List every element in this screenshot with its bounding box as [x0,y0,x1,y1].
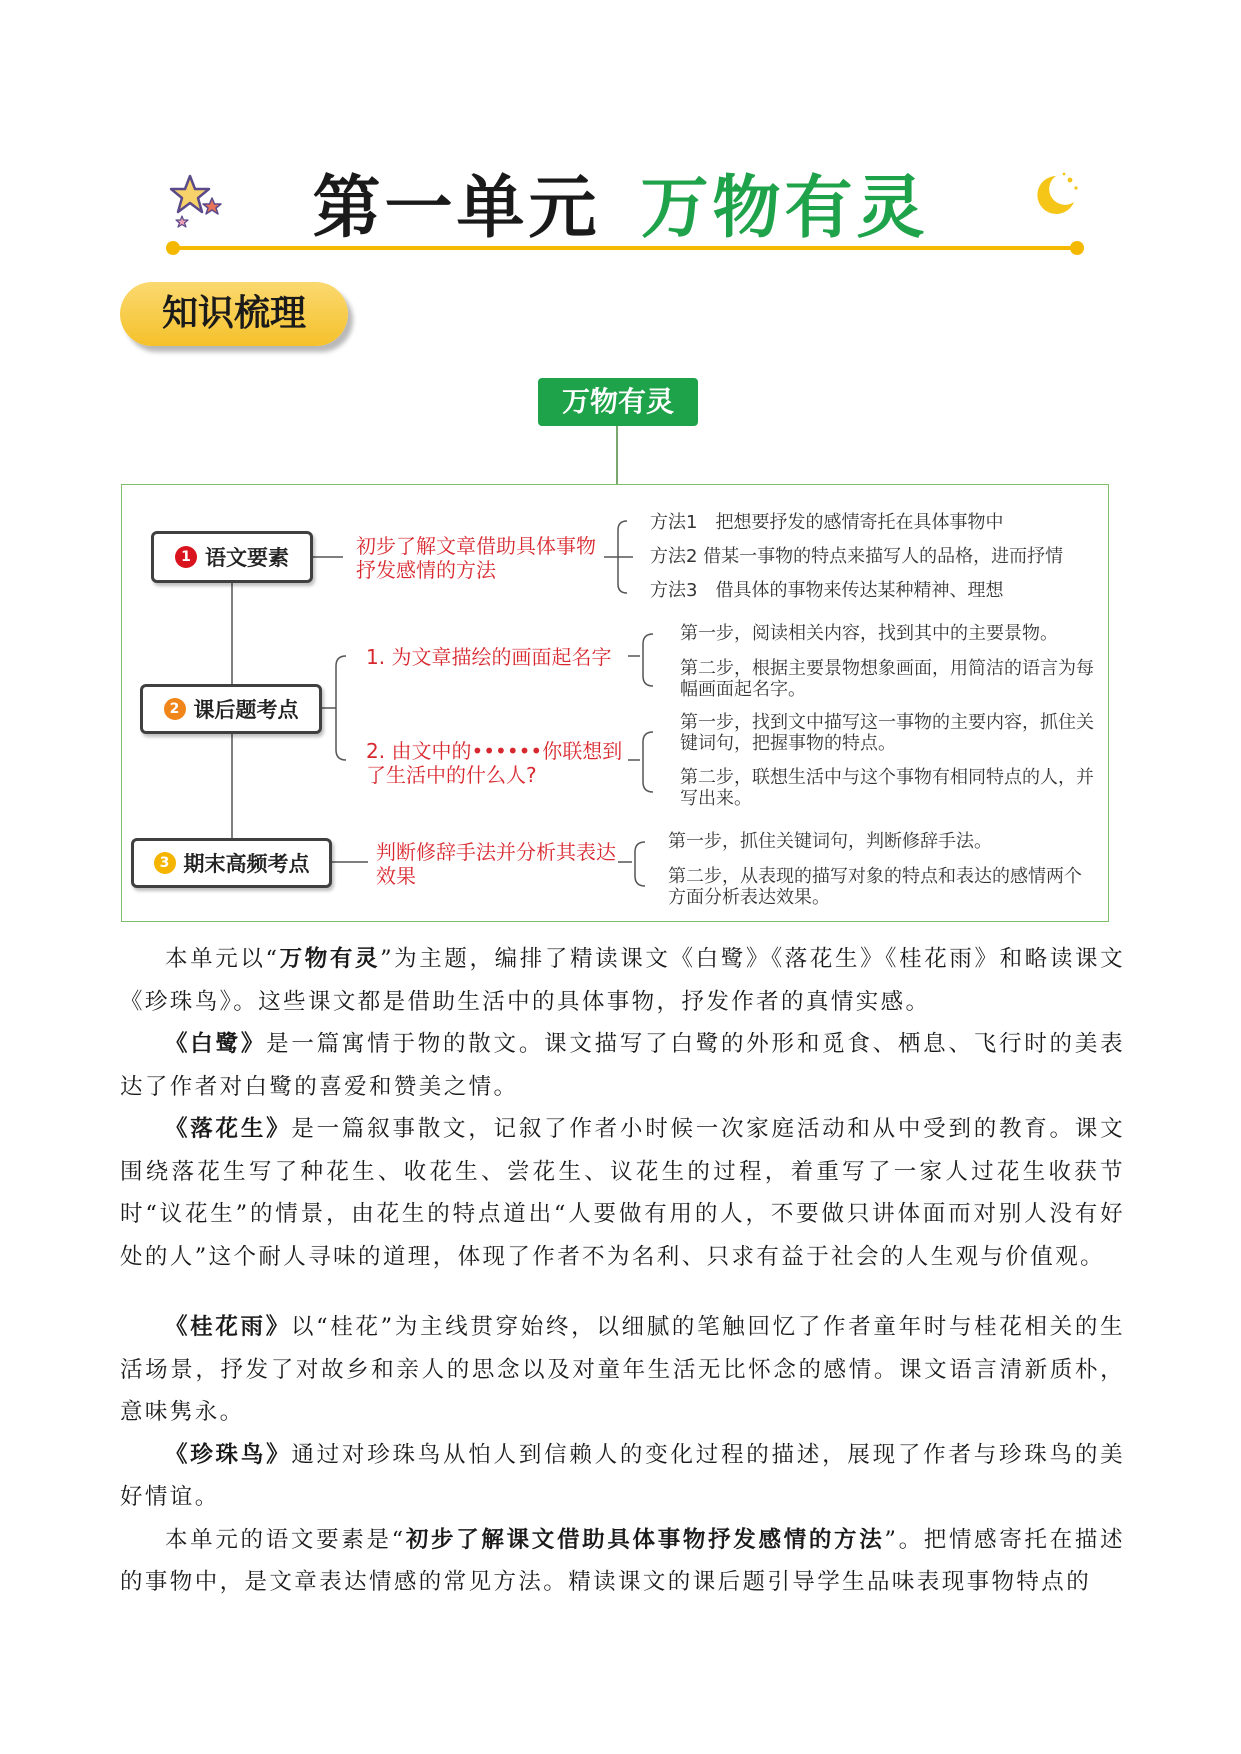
node-number: 1 [175,546,197,568]
mindmap-leaf: 第二步，从表现的描写对象的特点和表达的感情两个方面分析表达效果。 [668,866,1082,908]
node-number: 2 [164,698,186,720]
mindmap-leaf: 方法3 借具体的事物来传达某种精神、理想 [650,580,1004,601]
mindmap-leaf: 第一步，阅读相关内容，找到其中的主要景物。 [680,623,1058,644]
paragraph-intro: 本单元以“万物有灵”为主题，编排了精读课文《白鹭》《落花生》《桂花雨》和略读课文《珍珠鸟》。这些课文都是借助生活中的具体事物，抒发作者的真情实感。 [120,946,1125,1015]
mindmap-leaf: 方法2 借某一事物的特点来描写人的品格，进而抒情 [650,546,1064,567]
node-label: 期末高频考点 [183,852,310,876]
mindmap-topic: 判断修辞手法并分析其表达效果 [376,840,616,888]
title-theme: 万物有灵 [640,168,929,248]
paragraph-bailu: 《白鹭》是一篇寓情于物的散文。课文描写了白鹭的外形和觅食、栖息、飞行时的美表达了作者对白鹭的喜爱和赞美之情。 [120,1031,1125,1100]
paragraph-language-element: 本单元的语文要素是“初步了解课文借助具体事物抒发感情的方法”。把情感寄托在描述的事物中，是文章表达情感的常见方法。精读课文的课后题引导学生品味表现事物特点的 [120,1526,1125,1595]
mindmap-leaf: 第二步，根据主要景物想象画面，用简洁的语言为每幅画面起名字。 [680,658,1094,700]
mindmap-subtopic: 2. 由文中的••••••你联想到了生活中的什么人? [366,739,623,787]
moon-icon [1030,170,1080,220]
mindmap-leaf: 第一步，找到文中描写这一事物的主要内容，抓住关键词句，把握事物的特点。 [680,712,1094,754]
node-label: 语文要素 [205,546,289,570]
mindmap-leaf: 方法1 把想要抒发的感情寄托在具体事物中 [650,512,1004,533]
mindmap-node-final-exam-points [131,838,332,888]
mindmap-leaf: 第一步，抓住关键词句，判断修辞手法。 [668,831,992,852]
title-underline [165,240,1085,256]
mindmap-leaf: 第二步，联想生活中与这个事物有相同特点的人，并写出来。 [680,767,1094,809]
mindmap-node-language-elements [151,531,313,583]
section-badge: 知识梳理 [120,282,348,346]
node-number: 3 [154,852,176,874]
mindmap-subtopic: 1. 为文章描绘的画面起名字 [366,645,612,669]
title-unit: 第一单元 [312,168,601,248]
mindmap-topic: 初步了解文章借助具体事物抒发感情的方法 [356,534,596,582]
paragraph-zhenzhuniao: 《珍珠鸟》通过对珍珠鸟从怕人到信赖人的变化过程的描述，展现了作者与珍珠鸟的美好情谊。 [120,1441,1125,1510]
paragraph-luohuasheng: 《落花生》是一篇叙事散文，记叙了作者小时候一次家庭活动和从中受到的教育。课文围绕落花生写了种花生、收花生、尝花生、议花生的过程，着重写了一家人过花生收获节时“议花生”的情景，由花生的特点道出“人要做有用的人，不要做只讲体面而对别人没有好处的人”这个耐人寻味的道理，体现了作者不为名利、只求有益于社会的人生观与价值观。 [120,1116,1125,1270]
node-label: 课后题考点 [193,698,299,722]
mindmap-node-exercise-points [140,684,322,734]
paragraph-guihuayu: 《桂花雨》以“桂花”为主线贯穿始终，以细腻的笔触回忆了作者童年时与桂花相关的生活场景，抒发了对故乡和亲人的思念以及对童年生活无比怀念的感情。课文语言清新质朴，意味隽永。 [120,1314,1125,1425]
mindmap-root: 万物有灵 [538,378,698,426]
body-text [120,938,1125,1604]
